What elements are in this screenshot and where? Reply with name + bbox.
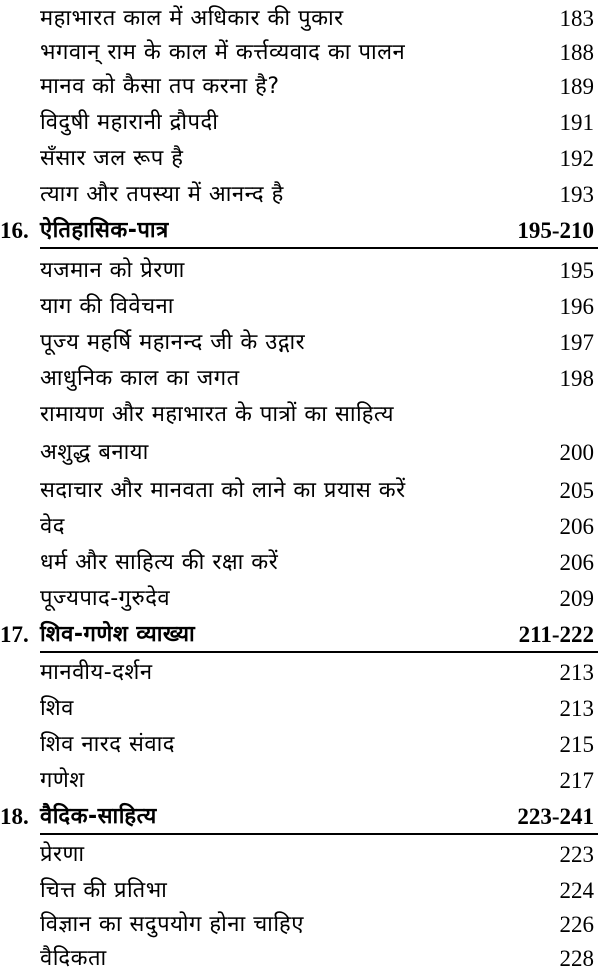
toc-entry <box>0 254 600 288</box>
toc-entry-title: चित्त की प्रतिभा <box>40 878 168 903</box>
chapter-underline <box>40 247 598 249</box>
chapter-underline <box>40 833 598 835</box>
chapter-number: 16. <box>0 218 29 243</box>
toc-entry <box>0 36 600 70</box>
chapter-number: 18. <box>0 804 29 829</box>
toc-entry-page: 217 <box>559 768 594 793</box>
toc-entry <box>0 142 600 176</box>
toc-entry-page: 223 <box>559 842 594 867</box>
toc-chapter-heading <box>0 214 600 248</box>
toc-entry-page: 215 <box>559 732 594 757</box>
toc-entry-page: 183 <box>559 6 594 31</box>
toc-entry-page: 226 <box>559 912 594 937</box>
toc-entry <box>0 656 600 690</box>
toc-entry <box>0 874 600 908</box>
chapter-page-range: 211-222 <box>518 622 594 647</box>
toc-entry-page: 196 <box>559 294 594 319</box>
toc-entry <box>0 728 600 762</box>
chapter-underline <box>40 651 598 653</box>
toc-entry-page: 188 <box>559 40 594 65</box>
toc-entry-title: शिव नारद संवाद <box>40 732 175 757</box>
toc-entry <box>0 362 600 396</box>
toc-entry-title: पूज्यपाद-गुरुदेव <box>40 586 171 611</box>
toc-entry-page: 205 <box>559 478 594 503</box>
toc-entry-page: 197 <box>559 330 594 355</box>
toc-entry-page: 228 <box>559 946 594 971</box>
toc-entry-title: महाभारत काल में अधिकार की पुकार <box>40 6 344 31</box>
toc-entry-page: 193 <box>559 182 594 207</box>
toc-entry-title: विदुषी महारानी द्रौपदी <box>40 110 219 135</box>
toc-entry-title: वेद <box>40 514 65 539</box>
toc-entry <box>0 398 600 432</box>
chapter-page-range: 223-241 <box>517 804 594 829</box>
toc-entry <box>0 178 600 212</box>
toc-entry-page: 206 <box>559 550 594 575</box>
toc-entry-page: 224 <box>559 878 594 903</box>
toc-entry <box>0 290 600 324</box>
chapter-title: ऐतिहासिक-पात्र <box>40 218 169 243</box>
toc-entry-page: 209 <box>559 586 594 611</box>
toc-entry-title: याग की विवेचना <box>40 294 174 319</box>
toc-entry-page: 213 <box>559 660 594 685</box>
toc-entry <box>0 582 600 616</box>
toc-entry-page: 200 <box>559 440 594 465</box>
toc-entry-title: रामायण और महाभारत के पात्रों का साहित्य <box>40 402 395 427</box>
chapter-title: वैदिक-साहित्य <box>40 804 157 829</box>
toc-entry-title: त्याग और तपस्या में आनन्द है <box>40 182 284 207</box>
toc-entry-page: 195 <box>559 258 594 283</box>
toc-entry-page: 213 <box>559 696 594 721</box>
toc-entry-page: 189 <box>559 74 594 99</box>
toc-entry-title: शिव <box>40 696 74 721</box>
toc-entry-title: भगवान् राम के काल में कर्त्तव्यवाद का पालन <box>40 40 406 65</box>
toc-entry <box>0 2 600 36</box>
toc-entry-page: 192 <box>559 146 594 171</box>
toc-entry-title: यजमान को प्रेरणा <box>40 258 185 283</box>
toc-entry-page: 198 <box>559 366 594 391</box>
toc-entry-title: धर्म और साहित्य की रक्षा करें <box>40 550 279 575</box>
toc-entry-page: 191 <box>559 110 594 135</box>
toc-entry-title: सदाचार और मानवता को लाने का प्रयास करें <box>40 478 406 503</box>
toc-entry-title: प्रेरणा <box>40 842 85 867</box>
toc-entry-title: आधुनिक काल का जगत <box>40 366 240 391</box>
toc-entry <box>0 764 600 798</box>
toc-entry <box>0 510 600 544</box>
toc-chapter-heading <box>0 618 600 652</box>
toc-entry <box>0 436 600 470</box>
toc-entry <box>0 838 600 872</box>
toc-entry <box>0 106 600 140</box>
chapter-page-range: 195-210 <box>517 218 594 243</box>
toc-entry-title: सँसार जल रूप है <box>40 146 184 171</box>
toc-entry <box>0 546 600 580</box>
chapter-title: शिव-गणेश व्याख्या <box>40 622 196 647</box>
toc-chapter-heading <box>0 800 600 834</box>
toc-entry-title: अशुद्ध बनाया <box>40 440 149 465</box>
chapter-number: 17. <box>0 622 29 647</box>
toc-entry <box>0 908 600 942</box>
toc-entry <box>0 70 600 104</box>
toc-entry-title: पूज्य महर्षि महानन्द जी के उद्गार <box>40 330 306 355</box>
toc-entry <box>0 326 600 360</box>
toc-entry-title: गणेश <box>40 768 85 793</box>
toc-entry-page: 206 <box>559 514 594 539</box>
toc-entry-title: वैदिकता <box>40 946 107 971</box>
toc-entry-title: मानव को कैसा तप करना है? <box>40 74 280 99</box>
toc-entry <box>0 474 600 508</box>
toc-entry <box>0 942 600 976</box>
toc-entry <box>0 692 600 726</box>
toc-entry-title: मानवीय-दर्शन <box>40 660 153 685</box>
toc-entry-title: विज्ञान का सदुपयोग होना चाहिए <box>40 912 304 937</box>
